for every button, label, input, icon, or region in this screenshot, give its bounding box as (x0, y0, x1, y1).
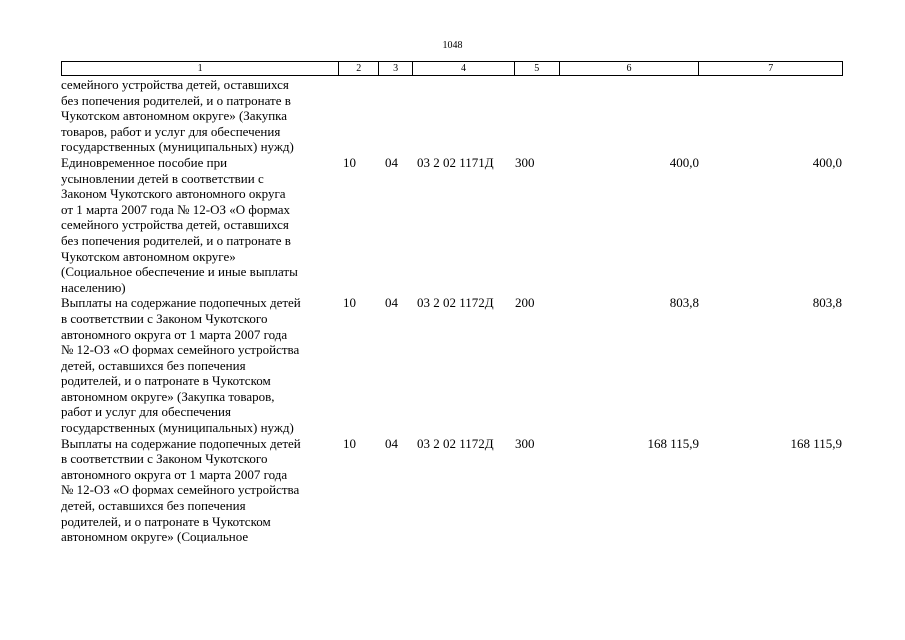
column-header-2: 2 (339, 62, 379, 75)
row-section-cell: 10 (343, 435, 356, 451)
row-expense-type-cell: 300 (515, 435, 535, 451)
row-amount-2-cell: 400,0 (812, 154, 842, 170)
column-header-7: 7 (768, 63, 774, 74)
table-row (61, 436, 843, 545)
row-amount-2-cell: 168 115,9 (790, 435, 842, 451)
table-row (61, 295, 843, 435)
row-target-cell: 03 2 02 1172Д (417, 435, 494, 451)
row-subsection-cell: 04 (385, 435, 398, 451)
row-name-cell: Единовременное пособие при усыновлении детей в соответствии с Законом Чукотского автономного округа от 1 марта 2007 года № 12-ОЗ «О формах семейного устройства детей, оставшихся без попечения родителей, и о патронате в Чукотском автономном округе» (Социальное обеспечение и иные выплаты населению) (61, 154, 298, 295)
row-section-cell: 10 (343, 154, 356, 170)
row-subsection-cell: 04 (385, 295, 398, 311)
column-header-4: 4 (413, 62, 515, 75)
column-header-5: 5 (515, 62, 560, 75)
row-amount-1-cell: 168 115,9 (647, 435, 699, 451)
table-row (61, 155, 843, 295)
row-section-cell: 10 (343, 295, 356, 311)
row-name-cell: Выплаты на содержание подопечных детей в соответствии с Законом Чукотского автономного округа от 1 марта 2007 года № 12-ОЗ «О формах семейного устройства детей, оставшихся без попечения родителей, и о патронате в Чукотском автономном округе» (Закупка товаров, работ и услуг для обеспечения государственных (муниципальных) нужд) (61, 295, 301, 436)
row-name-cell: семейного устройства детей, оставшихся без попечения родителей, и о патронате в Чукотском автономном округе» (Закупка товаров, работ и услуг для обеспечения государственных (муниципальных) нужд) (61, 77, 294, 155)
row-amount-1-cell: 400,0 (669, 154, 699, 170)
row-expense-type-cell: 300 (515, 154, 535, 170)
column-header-3: 3 (379, 62, 413, 75)
column-header-6: 6 (560, 62, 700, 75)
column-header-1: 1 (62, 62, 339, 75)
row-subsection-cell: 04 (385, 154, 398, 170)
table-row (61, 77, 843, 155)
page-number: 1048 (442, 40, 463, 51)
row-target-cell: 03 2 02 1171Д (417, 154, 494, 170)
row-amount-1-cell: 803,8 (669, 295, 699, 311)
row-name-cell: Выплаты на содержание подопечных детей в соответствии с Законом Чукотского автономного округа от 1 марта 2007 года № 12-ОЗ «О формах семейного устройства детей, оставшихся без попечения родителей, и о патронате в Чукотском автономном округе» (Социальное (61, 435, 301, 545)
row-target-cell: 03 2 02 1172Д (417, 295, 494, 311)
row-expense-type-cell: 200 (515, 295, 535, 311)
table-header-row (61, 61, 843, 76)
row-amount-2-cell: 803,8 (812, 295, 842, 311)
budget-table-body (61, 77, 843, 545)
